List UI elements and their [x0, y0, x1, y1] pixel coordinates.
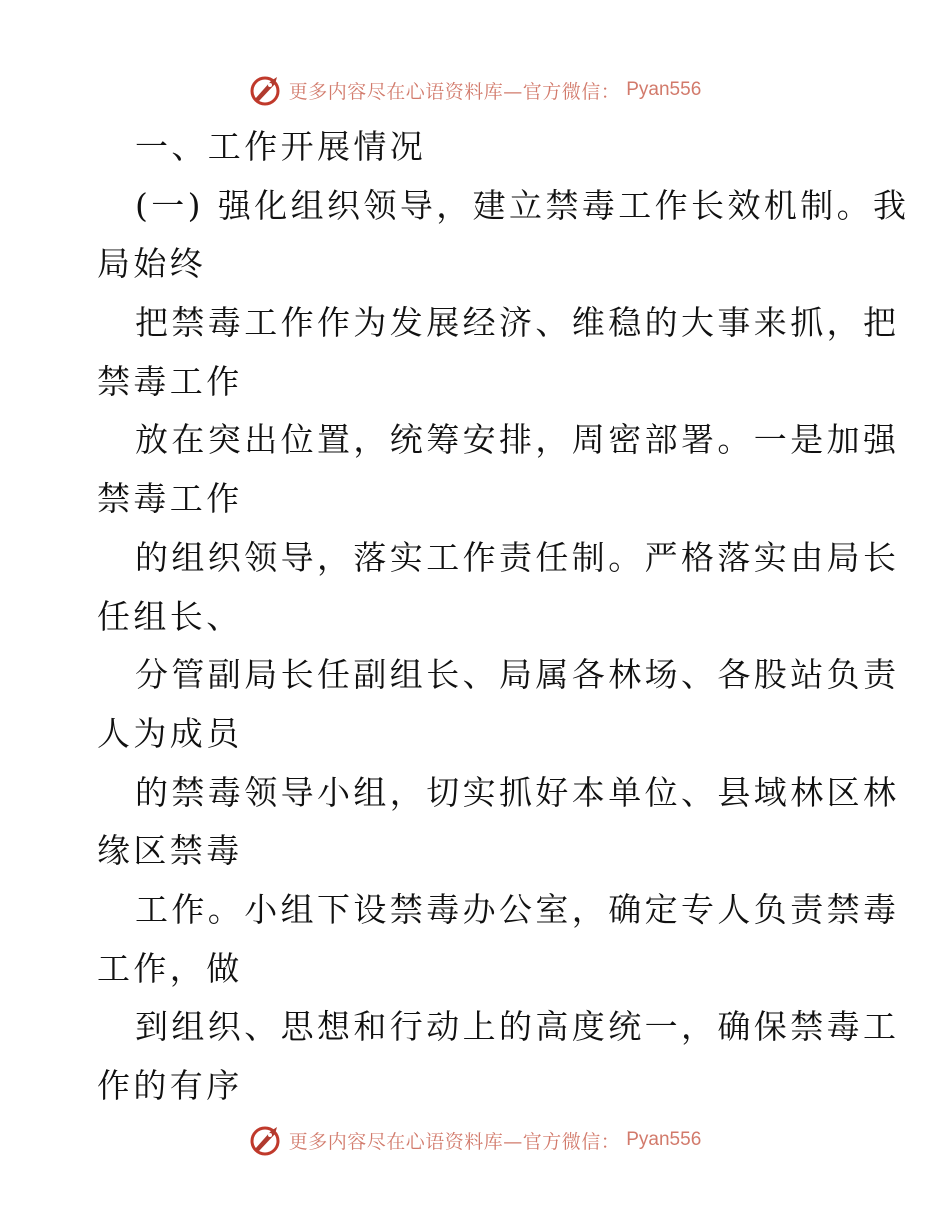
paragraph-line: 的禁毒领导小组，切实抓好本单位、县域林区林	[135, 772, 900, 812]
document-body	[97, 118, 910, 1116]
watermark-header	[0, 70, 950, 110]
paragraph-line: 把禁毒工作作为发展经济、维稳的大事来抓，把	[135, 303, 900, 343]
paragraph-line: 禁毒工作	[97, 361, 243, 401]
paragraph-line: 作的有序	[97, 1066, 243, 1105]
paragraph-line: 任组长、	[97, 596, 243, 636]
paragraph-line: 的组织领导，落实工作责任制。严格落实由局长	[135, 537, 900, 577]
watermark-text: 更多内容尽在心语资料库—官方微信：	[288, 80, 621, 103]
watermark-id: Pyan556	[626, 1129, 702, 1150]
paragraph-line: 工作。小组下设禁毒办公室，确定专人负责禁毒	[135, 889, 900, 929]
paragraph-line: 到组织、思想和行动上的高度统一，确保禁毒工	[135, 1007, 900, 1047]
watermark-text: 更多内容尽在心语资料库—官方微信：	[288, 1130, 621, 1153]
paragraph-line: 分管副局长任副组长、局属各林场、各股站负责	[135, 655, 900, 695]
paragraph-line: 局始终	[97, 244, 207, 284]
watermark-footer	[0, 1120, 950, 1160]
paragraph-line: 缘区禁毒	[97, 831, 243, 871]
pen-nib-logo-icon	[249, 73, 283, 107]
paragraph-line: (一) 强化组织领导，建立禁毒工作长效机制。我	[135, 185, 910, 225]
paragraph-line: 人为成员	[97, 713, 243, 753]
watermark-id: Pyan556	[626, 79, 702, 100]
paragraph-line: 放在突出位置，统筹安排，周密部署。一是加强	[135, 420, 900, 460]
pen-nib-logo-icon	[249, 1123, 283, 1157]
paragraph-line: 工作，做	[97, 948, 243, 988]
section-heading: 一、工作开展情况	[135, 127, 427, 166]
paragraph-line: 禁毒工作	[97, 479, 243, 519]
